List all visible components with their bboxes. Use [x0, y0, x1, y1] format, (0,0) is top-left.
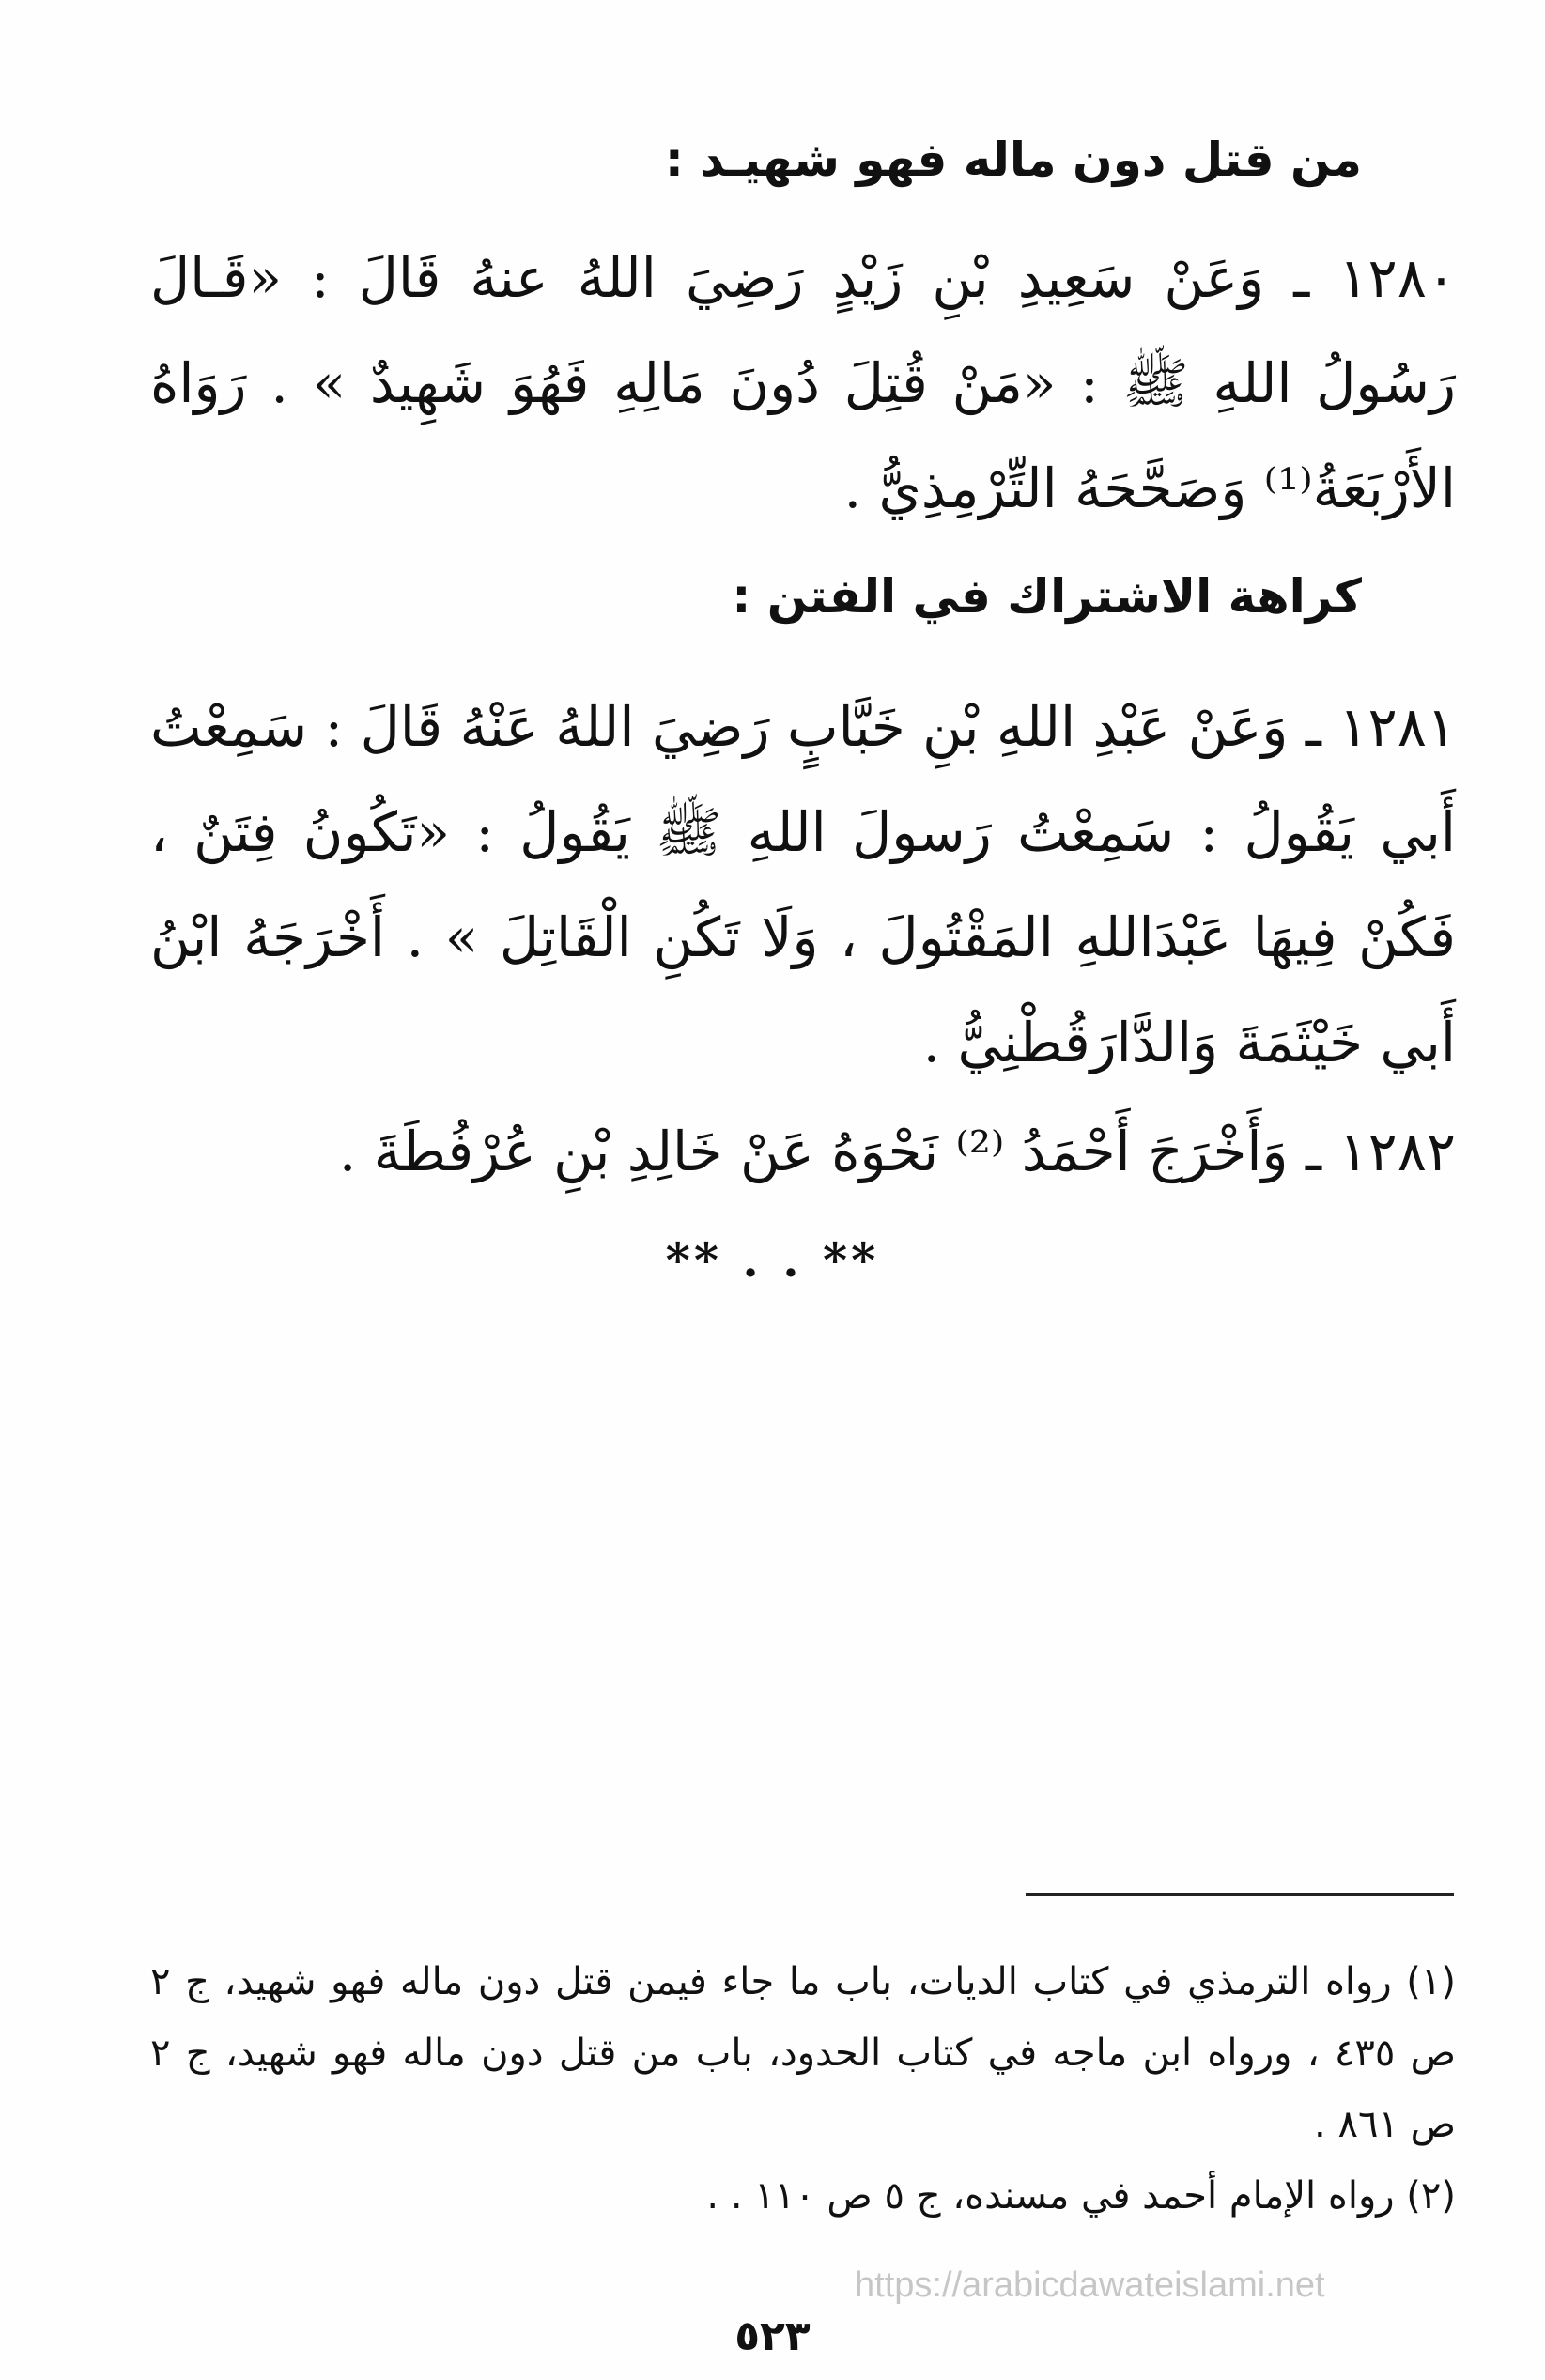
section-heading-killed-defending-wealth: من قتل دون ماله فهو شهيـد :	[664, 132, 1362, 187]
hadith-1281-paragraph: ١٢٨١ ـ وَعَنْ عَبْدِ اللهِ بْنِ خَبَّابٍ رَضِيَ اللهُ عَنْهُ قَالَ : سَمِعْتُ أَبي يَقُولُ : سَمِعْتُ رَسولَ اللهِ ﷺ يَقُولُ : «تَكُونُ فِتَنٌ ، فَكُنْ فِيهَا عَبْدَاللهِ المَقْتُولَ ، وَلَا تَكُنِ الْقَاتِلَ » . أَخْرَجَهُ ابْنُ أَبي خَيْثَمَةَ وَالدَّارَقُطْنِيُّ .	[150, 695, 1456, 1074]
watermark-url: https://arabicdawateislami.net	[855, 2265, 1325, 2305]
section-separator: ** . . **	[665, 1232, 880, 1288]
footnote-2: (٢) رواه الإمام أحمد في مسنده، ج ٥ ص ١١٠ . .	[706, 2174, 1456, 2218]
hadith-1282-paragraph: ١٢٨٢ ـ وَأَخْرَجَ أَحْمَدُ ⁽²⁾ نَحْوَهُ عَنْ خَالِدِ بْنِ عُرْفُطَةَ .	[338, 1120, 1456, 1183]
footnote-divider	[1026, 1893, 1454, 1896]
section-heading-avoiding-fitan: كراهة الاشتراك في الفتن :	[732, 569, 1362, 624]
footnote-1: (١) رواه الترمذي في كتاب الديات، باب ما جاء فيمن قتل دون ماله فهو شهيد، ج ٢ ص ٤٣٥ ، ورواه ابن ماجه في كتاب الحدود، باب من قتل دون ماله فهو شهيد، ج ٢ ص ٨٦١ .	[150, 1960, 1456, 2146]
page-number: ٥٢٣	[734, 2312, 811, 2360]
hadith-1280-paragraph: ١٢٨٠ ـ وَعَنْ سَعِيدِ بْنِ زَيْدٍ رَضِيَ اللهُ عنهُ قَالَ : «قَـالَ رَسُولُ اللهِ ﷺ : «مَنْ قُتِلَ دُونَ مَالِهِ فَهُوَ شَهِيدٌ » . رَوَاهُ الأَرْبَعَةُ⁽¹⁾ وَصَحَّحَهُ التِّرْمِذِيُّ .	[150, 246, 1456, 520]
